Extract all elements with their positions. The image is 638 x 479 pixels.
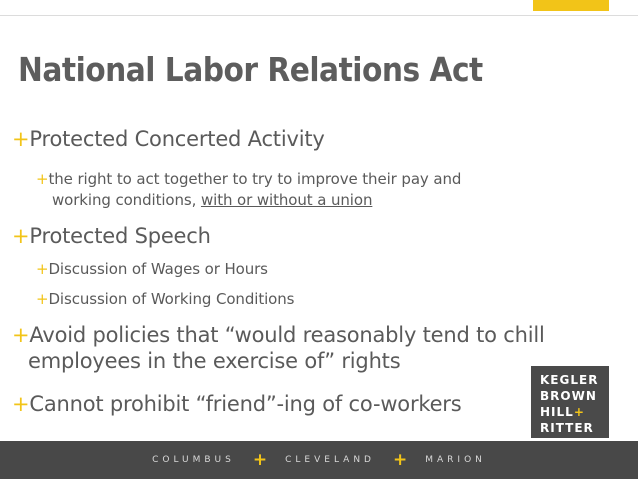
logo-line: RITTER xyxy=(540,421,594,435)
kegler-brown-logo xyxy=(531,366,609,438)
sub-bullet-working-conditions xyxy=(36,290,294,308)
bullet-avoid-policies-cont xyxy=(28,349,400,373)
bullet-text: Cannot prohibit “friend”-ing of co-workers xyxy=(29,392,462,416)
accent-tab xyxy=(533,0,609,11)
bullet-text: Discussion of Working Conditions xyxy=(48,290,295,308)
logo-line: BROWN xyxy=(540,389,597,403)
logo-line: HILL+ xyxy=(540,405,585,419)
footer-city: COLUMBUS xyxy=(152,455,235,465)
bullet-text: the right to act together to try to improve their pay and xyxy=(48,170,462,188)
plus-icon: + xyxy=(573,405,585,419)
plus-icon: + xyxy=(12,323,30,347)
plus-icon: + xyxy=(252,450,268,470)
header-rule xyxy=(0,15,638,16)
plus-icon: + xyxy=(392,450,408,470)
sub-bullet-wages xyxy=(36,260,268,278)
plus-icon: + xyxy=(36,260,49,278)
plus-icon: + xyxy=(12,392,30,416)
bullet-cannot-prohibit xyxy=(12,392,461,416)
bullet-protected-speech xyxy=(12,224,211,248)
logo-line: KEGLER xyxy=(540,373,599,387)
plus-icon: + xyxy=(12,224,30,248)
footer-city: MARION xyxy=(425,455,486,465)
footer-bar xyxy=(0,441,638,479)
bullet-text: Avoid policies that “would reasonably tend to chill xyxy=(29,323,545,347)
sub-bullet-right-to-act-cont xyxy=(52,191,372,209)
bullet-avoid-policies xyxy=(12,323,545,347)
bullet-protected-concerted-activity xyxy=(12,127,325,151)
bullet-text: Discussion of Wages or Hours xyxy=(48,260,268,278)
bullet-text: employees in the exercise of” rights xyxy=(28,349,401,373)
plus-icon: + xyxy=(36,170,49,188)
plus-icon: + xyxy=(12,127,30,151)
bullet-text: Protected Speech xyxy=(29,224,211,248)
sub-bullet-right-to-act xyxy=(36,170,461,188)
bullet-text: Protected Concerted Activity xyxy=(29,127,325,151)
bullet-text: working conditions, xyxy=(52,191,201,209)
plus-icon: + xyxy=(36,290,49,308)
slide-title: National Labor Relations Act xyxy=(18,50,483,89)
underlined-text: with or without a union xyxy=(200,191,373,209)
footer-city: CLEVELAND xyxy=(285,455,375,465)
